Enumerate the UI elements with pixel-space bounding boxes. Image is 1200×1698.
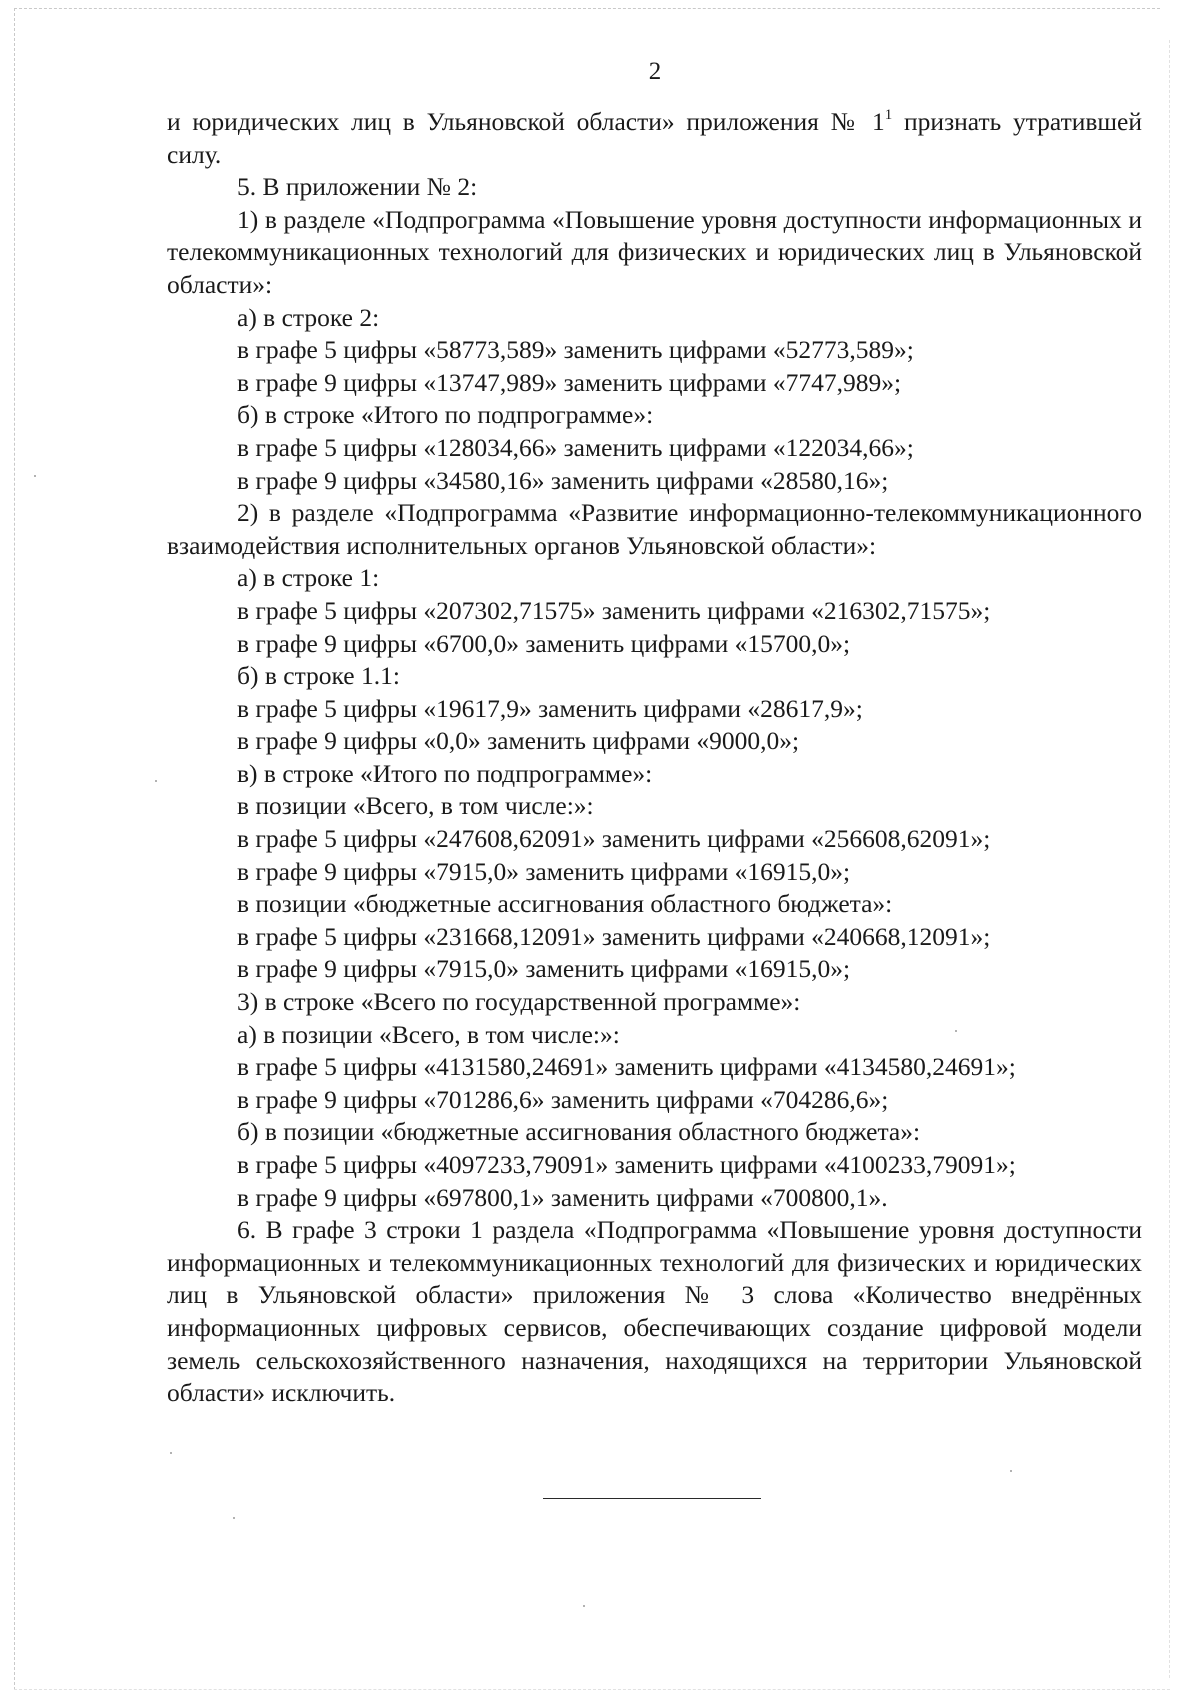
scan-top-edge <box>14 8 1160 9</box>
scan-right-edge <box>1169 40 1170 1678</box>
subitem-2-heading: 2) в разделе «Подпрограмма «Развитие информационно-телекоммуникационного взаимодействия исполнительных органов Ульяновской области»: <box>167 498 1142 560</box>
scan-speck <box>34 475 36 477</box>
subitem-1-heading: 1) в разделе «Подпрограмма «Повышение уровня доступности информационных и телекоммуникационных технологий для физических и юридических лиц в Ульяновской области»: <box>167 204 1142 299</box>
line-position-total: в позиции «Всего, в том числе:»: <box>237 791 594 821</box>
line-row-1-1-col-9: в графе 9 цифры «0,0» заменить цифрами «9000,0»; <box>237 726 800 756</box>
item-5-heading: 5. В приложении № 2: <box>237 172 478 202</box>
line-row-1-1: б) в строке 1.1: <box>237 661 400 691</box>
line-row-2-col-9: в графе 9 цифры «13747,989» заменить цифрами «7747,989»; <box>237 367 902 397</box>
paragraph-continuation-tail: признать утратившей силу. <box>167 107 1142 169</box>
line-position-total-col-9: в графе 9 цифры «7915,0» заменить цифрами «16915,0»; <box>237 856 851 886</box>
line-row-total-1-col-9: в графе 9 цифры «34580,16» заменить цифрами «28580,16»; <box>237 465 889 495</box>
line-position-budget-col-9: в графе 9 цифры «7915,0» заменить цифрами «16915,0»; <box>237 954 851 984</box>
scan-speck <box>955 1030 957 1032</box>
appendix-superscript: 1 <box>884 107 893 123</box>
line-row-1-1-col-5: в графе 5 цифры «19617,9» заменить цифрами «28617,9»; <box>237 693 863 723</box>
scan-left-edge <box>14 8 15 1690</box>
line-program-budget: б) в позиции «бюджетные ассигнования областного бюджета»: <box>237 1117 921 1147</box>
line-program-total-col-9: в графе 9 цифры «701286,6» заменить цифрами «704286,6»; <box>237 1084 889 1114</box>
line-row-total-1: б) в строке «Итого по подпрограмме»: <box>237 400 654 430</box>
scan-speck <box>583 1605 585 1607</box>
page-number: 2 <box>648 58 662 85</box>
scan-speck <box>155 780 157 782</box>
line-program-total-col-5: в графе 5 цифры «4131580,24691» заменить цифрами «4134580,24691»; <box>237 1052 1016 1082</box>
item-6-paragraph: 6. В графе 3 строки 1 раздела «Подпрограмма «Повышение уровня доступности информационных и телекоммуникационных технологий для физических и юридических лиц в Ульяновской области» приложения № 3 слова «Количество внедрённых информационных цифровых сервисов, обеспечивающих создание цифровой модели земель сельскохозяйственного назначения, находящихся на территории Ульяновской области» исключить. <box>167 1215 1142 1408</box>
line-row-2-col-5: в графе 5 цифры «58773,589» заменить цифрами «52773,589»; <box>237 335 914 365</box>
line-row-1: а) в строке 1: <box>237 563 380 593</box>
subitem-3-heading: 3) в строке «Всего по государственной программе»: <box>237 987 801 1017</box>
line-position-budget: в позиции «бюджетные ассигнования областного бюджета»: <box>237 889 893 919</box>
line-row-1-col-9: в графе 9 цифры «6700,0» заменить цифрами «15700,0»; <box>237 628 851 658</box>
end-of-document-rule <box>543 1498 761 1499</box>
scan-speck <box>1010 1470 1012 1472</box>
line-program-budget-col-9: в графе 9 цифры «697800,1» заменить цифрами «700800,1». <box>237 1182 888 1212</box>
scan-speck <box>170 1452 172 1454</box>
line-program-budget-col-5: в графе 5 цифры «4097233,79091» заменить цифрами «4100233,79091»; <box>237 1150 1016 1179</box>
scan-bottom-edge <box>14 1689 1170 1690</box>
paragraph-continuation <box>167 106 1142 171</box>
paragraph-continuation-text: и юридических лиц в Ульяновской области» приложения № 1 <box>167 107 885 136</box>
line-row-2: а) в строке 2: <box>237 302 380 332</box>
scan-speck <box>233 1517 235 1519</box>
line-program-total: а) в позиции «Всего, в том числе:»: <box>237 1019 620 1049</box>
line-row-1-col-5: в графе 5 цифры «207302,71575» заменить цифрами «216302,71575»; <box>237 595 991 625</box>
line-row-total-2: в) в строке «Итого по подпрограмме»: <box>237 758 653 788</box>
line-row-total-1-col-5: в графе 5 цифры «128034,66» заменить цифрами «122034,66»; <box>237 432 914 462</box>
line-position-total-col-5: в графе 5 цифры «247608,62091» заменить цифрами «256608,62091»; <box>237 824 991 854</box>
document-body <box>167 106 1142 1410</box>
line-position-budget-col-5: в графе 5 цифры «231668,12091» заменить цифрами «240668,12091»; <box>237 921 991 951</box>
